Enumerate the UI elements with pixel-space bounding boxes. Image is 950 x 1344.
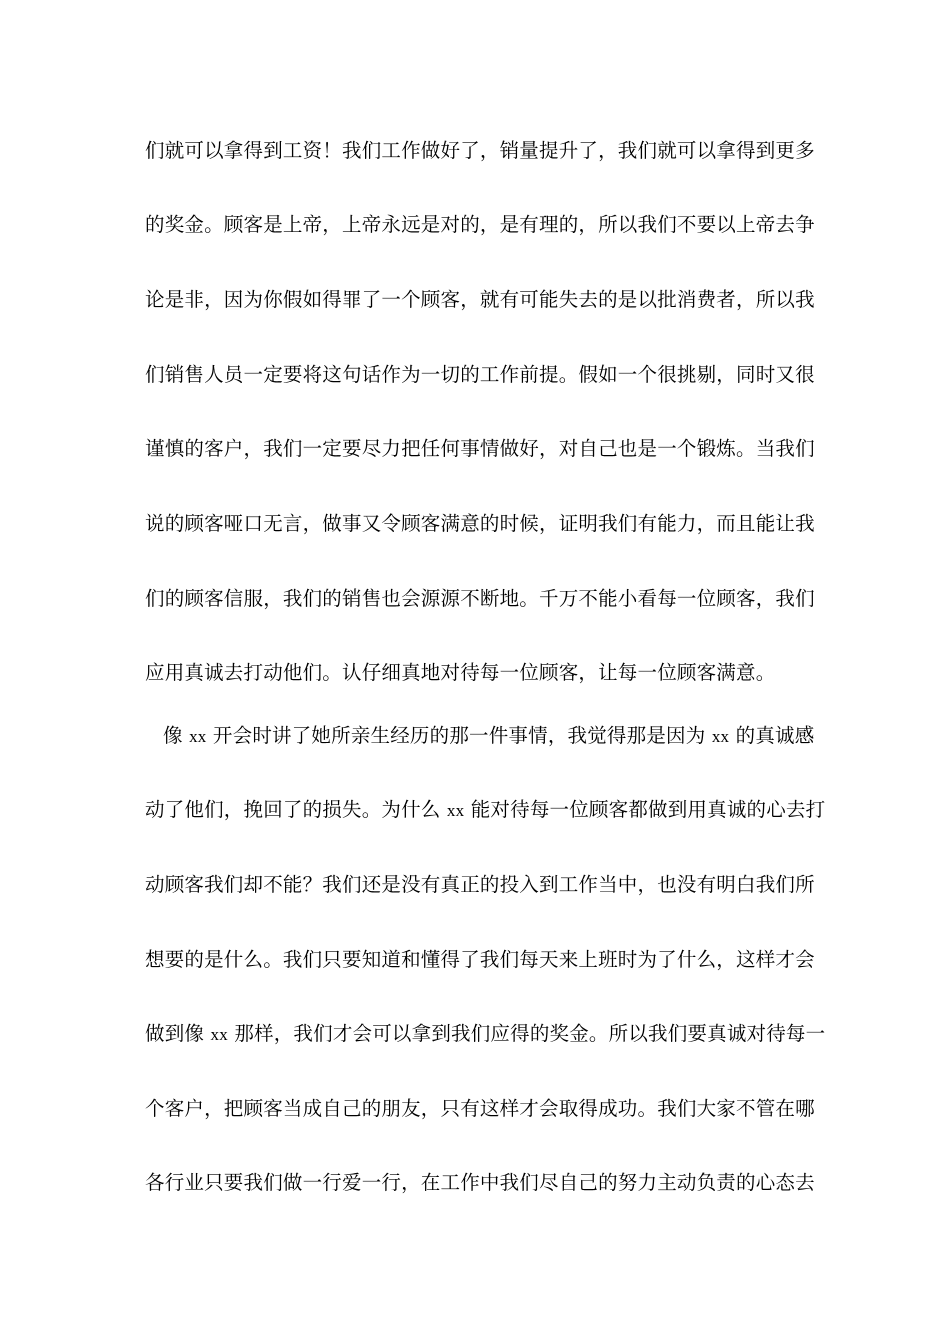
text-segment: 像 (163, 724, 183, 747)
paragraph-1-line-8: 应用真诚去打动他们。认仔细真地对待每一位顾客，让每一位顾客满意。 (145, 661, 776, 684)
placeholder-name: xx (446, 801, 465, 820)
text-segment: 动了他们，挽回了的损失。为什么 (145, 798, 441, 821)
paragraph-2-line-2 (145, 798, 826, 823)
placeholder-name: xx (711, 727, 730, 746)
paragraph-1-line-4: 们销售人员一定要将这句话作为一切的工作前提。假如一个很挑剔，同时又很 (145, 363, 815, 386)
placeholder-name: xx (189, 727, 207, 746)
paragraph-2-line-5 (145, 1022, 826, 1047)
paragraph-1-line-2: 的奖金。顾客是上帝，上帝永远是对的，是有理的，所以我们不要以上帝去争 (145, 213, 815, 236)
paragraph-2-line-4: 想要的是什么。我们只要知道和懂得了我们每天来上班时为了什么，这样才会 (145, 948, 815, 971)
paragraph-1-line-7: 们的顾客信服，我们的销售也会源源不断地。千万不能小看每一位顾客，我们 (145, 587, 815, 610)
text-segment: 做到像 (145, 1022, 205, 1045)
paragraph-1-line-6: 说的顾客哑口无言，做事又令顾客满意的时候，证明我们有能力，而且能让我 (145, 512, 815, 535)
paragraph-1-line-5: 谨慎的客户，我们一定要尽力把任何事情做好，对自己也是一个锻炼。当我们 (145, 437, 815, 460)
text-segment: 的真诚感 (735, 724, 815, 747)
text-segment: 那样，我们才会可以拿到我们应得的奖金。所以我们要真诚对待每一 (234, 1022, 826, 1045)
paragraph-2-line-7: 各行业只要我们做一行爱一行，在工作中我们尽自己的努力主动负责的心态去 (145, 1171, 815, 1194)
paragraph-2-line-1 (163, 724, 833, 749)
paragraph-2-line-3: 动顾客我们却不能？我们还是没有真正的投入到工作当中，也没有明白我们所 (145, 873, 815, 896)
paragraph-2-line-6: 个客户，把顾客当成自己的朋友，只有这样才会取得成功。我们大家不管在哪 (145, 1097, 815, 1120)
text-segment: 开会时讲了她所亲生经历的那一件事情，我觉得那是因为 (212, 724, 706, 747)
placeholder-name: xx (210, 1025, 228, 1044)
text-segment: 能对待每一位顾客都做到用真诚的心去打 (470, 798, 826, 821)
paragraph-1-line-1: 们就可以拿得到工资！我们工作做好了，销量提升了，我们就可以拿得到更多 (145, 139, 815, 162)
paragraph-1-line-3: 论是非，因为你假如得罪了一个顾客，就有可能失去的是以批消费者，所以我 (145, 288, 815, 311)
